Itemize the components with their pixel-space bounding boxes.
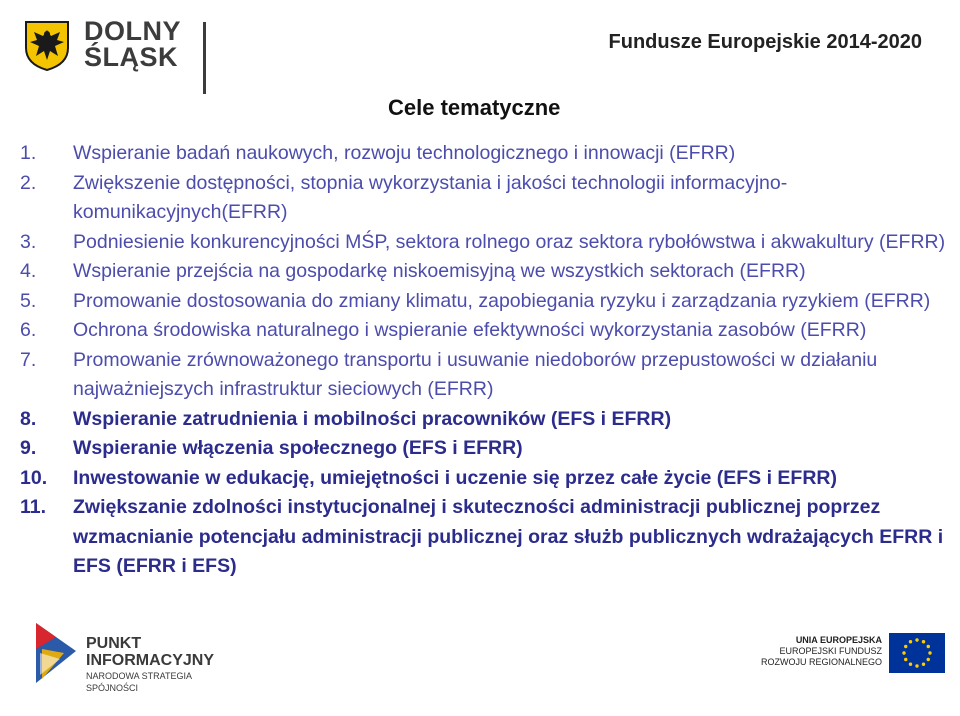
goal-item xyxy=(20,405,950,435)
goal-item xyxy=(20,493,950,582)
goal-text: Wspieranie badań naukowych, rozwoju technologicznego i innowacji (EFRR) xyxy=(73,142,736,164)
goal-number: 10. xyxy=(20,466,48,489)
header-divider xyxy=(203,22,206,94)
header xyxy=(0,0,960,100)
goal-number: 4. xyxy=(20,260,37,282)
goal-text: Ochrona środowiska naturalnego i wspieranie efektywności wykorzystania zasobów (EFRR) xyxy=(73,319,867,341)
eu-star-icon xyxy=(902,651,905,654)
eu-line-2: EUROPEJSKI FUNDUSZ xyxy=(779,646,882,656)
goal-number: 7. xyxy=(20,348,37,371)
goal-text: Promowanie dostosowania do zmiany klimatu, zapobiegania ryzyku i zarządzania ryzykiem (EFRR) xyxy=(73,289,931,312)
goal-number: 1. xyxy=(20,142,37,164)
goal-item xyxy=(20,257,950,287)
goal-text: Inwestowanie w edukację, umiejętności i uczenie się przez całe życie (EFS i EFRR) xyxy=(73,466,838,489)
goal-text: Wspieranie przejścia na gospodarkę niskoemisyjną we wszystkich sektorach (EFRR) xyxy=(73,260,806,282)
goal-item xyxy=(20,346,950,405)
goal-text: Podniesienie konkurencyjności MŚP, sektora rolnego oraz sektora rybołówstwa i akwakultury (EFRR) xyxy=(73,230,946,253)
region-brand xyxy=(84,18,194,70)
brand-line-1: DOLNY xyxy=(84,16,181,46)
footer xyxy=(0,615,960,716)
eagle-crest-icon xyxy=(20,18,74,72)
goal-text: Zwiększenie dostępności, stopnia wykorzystania i jakości technologii informacyjno-komunikacyjnych(EFRR) xyxy=(73,171,788,223)
goal-item xyxy=(20,434,950,464)
punkt-informacyjny-logo xyxy=(34,619,78,687)
goal-text: Wspieranie włączenia społecznego (EFS i EFRR) xyxy=(73,437,523,459)
eu-star-icon xyxy=(927,645,930,648)
eu-flag-icon xyxy=(889,633,945,673)
eu-star-icon xyxy=(909,663,912,666)
brand-line-2: ŚLĄSK xyxy=(84,42,179,72)
goal-text: Promowanie zrównoważonego transportu i usuwanie niedoborów przepustowości w działaniu najważniejszych infrastruktur sieciowych (EFRR) xyxy=(73,348,878,400)
goal-number: 3. xyxy=(20,230,37,253)
goal-text: Wspieranie zatrudnienia i mobilności pracowników (EFS i EFRR) xyxy=(73,407,672,430)
goal-text: Zwiększanie zdolności instytucjonalnej i skuteczności administracji publicznej poprzez wzmacnianie potencjału administracji publicznej oraz służb publicznych wdrażających EFRR i EFS (EFRR i EFS) xyxy=(73,496,944,577)
eu-line-3: ROZWOJU REGIONALNEGO xyxy=(760,657,882,667)
goal-item xyxy=(20,464,950,494)
pi-line-1: PUNKT xyxy=(86,635,142,652)
pi-subtitle: NARODOWA STRATEGIA SPÓJNOŚCI xyxy=(86,671,192,693)
eu-line-1: UNIA EUROPEJSKA xyxy=(795,635,882,645)
thematic-goals-list xyxy=(20,139,950,582)
goal-number: 2. xyxy=(20,171,37,194)
pi-line-2: INFORMACYJNY xyxy=(86,652,215,669)
funds-title: Fundusze Europejskie 2014-2020 xyxy=(608,31,922,53)
eu-star-icon xyxy=(927,658,930,661)
eu-star-icon xyxy=(922,640,925,643)
eu-fund-text xyxy=(730,635,882,668)
goal-number: 5. xyxy=(20,289,37,312)
eu-star-icon xyxy=(904,658,907,661)
eu-star-icon xyxy=(915,638,918,641)
goal-item xyxy=(20,139,950,169)
goal-number: 6. xyxy=(20,319,37,341)
eu-star-icon xyxy=(909,640,912,643)
goal-item xyxy=(20,316,950,346)
goal-item xyxy=(20,287,950,317)
eu-star-icon xyxy=(904,645,907,648)
goal-number: 9. xyxy=(20,437,37,459)
eu-star-icon xyxy=(922,663,925,666)
goal-number: 8. xyxy=(20,407,37,430)
eu-star-icon xyxy=(915,664,918,667)
goal-item xyxy=(20,169,950,228)
punkt-informacyjny-text xyxy=(86,635,246,694)
eu-star-icon xyxy=(928,651,931,654)
goal-item xyxy=(20,228,950,258)
slide-title: Cele tematyczne xyxy=(388,95,561,120)
goal-number: 11. xyxy=(20,496,47,518)
